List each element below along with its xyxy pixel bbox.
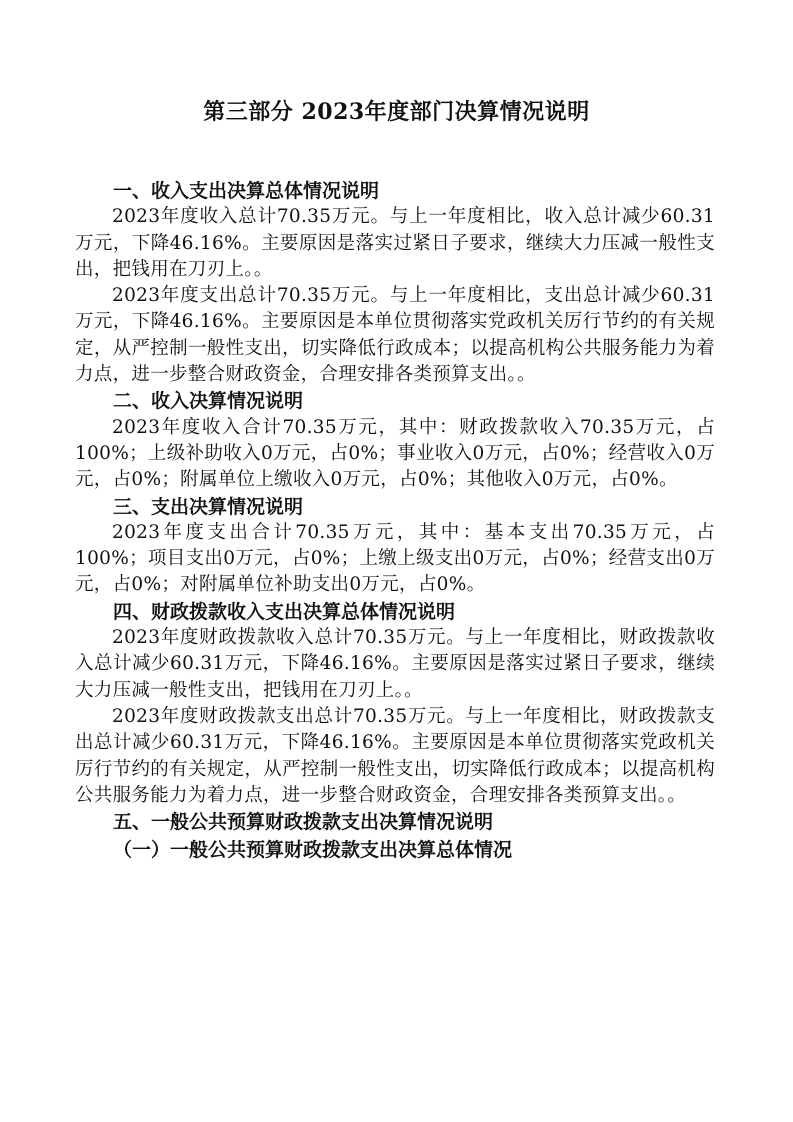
section-heading-1: 一、收入支出决算总体情况说明 (113, 180, 380, 202)
document-body (75, 178, 715, 865)
page-title: 第三部分 2023年度部门决算情况说明 (203, 99, 590, 125)
paragraph-fiscal-expense: 2023年度财政拨款支出总计70.35万元。与上一年度相比，财政拨款支出总计减少60.31万元，下降46.16%。主要原因是本单位贯彻落实党政机关厉行节约的有关规定，从严控制一般性支出，切实降低行政成本；以提高机构公共服务能力为着力点，进一步整合财政资金，合理安排各类预算支出。。 (75, 705, 715, 806)
subsection-heading: （一）一般公共预算财政拨款支出决算总体情况 (113, 839, 513, 862)
paragraph-expense-total: 2023年度支出总计70.35万元。与上一年度相比，支出总计减少60.31万元，下降46.16%。主要原因是本单位贯彻落实党政机关厉行节约的有关规定，从严控制一般性支出，切实降低行政成本；以提高机构公共服务能力为着力点，进一步整合财政资金，合理安排各类预算支出。。 (75, 285, 715, 386)
section-heading-4: 四、财政拨款收入支出决算总体情况说明 (113, 600, 456, 623)
section-heading-2: 二、收入决算情况说明 (113, 390, 304, 413)
section-heading-5: 五、一般公共预算财政拨款支出决算情况说明 (113, 811, 494, 834)
section-heading-3: 三、支出决算情况说明 (113, 495, 304, 518)
paragraph-income-detail: 2023年度收入合计70.35万元，其中：财政拨款收入70.35万元，占100%；上级补助收入0万元，占0%；事业收入0万元，占0%；经营收入0万元，占0%；附属单位上缴收入0万元，占0%；其他收入0万元，占0%。 (75, 416, 715, 491)
paragraph-fiscal-income: 2023年度财政拨款收入总计70.35万元。与上一年度相比，财政拨款收入总计减少60.31万元，下降46.16%。主要原因是落实过紧日子要求，继续大力压减一般性支出，把钱用在刀刃上。。 (75, 627, 715, 701)
paragraph-expense-detail: 2023年度支出合计70.35万元，其中：基本支出70.35万元，占100%；项目支出0万元，占0%；上缴上级支出0万元，占0%；经营支出0万元，占0%；对附属单位补助支出0万元，占0%。 (75, 521, 715, 596)
paragraph-income-total: 2023年度收入总计70.35万元。与上一年度相比，收入总计减少60.31万元，下降46.16%。主要原因是落实过紧日子要求，继续大力压减一般性支出，把钱用在刀刃上。。 (75, 206, 715, 280)
